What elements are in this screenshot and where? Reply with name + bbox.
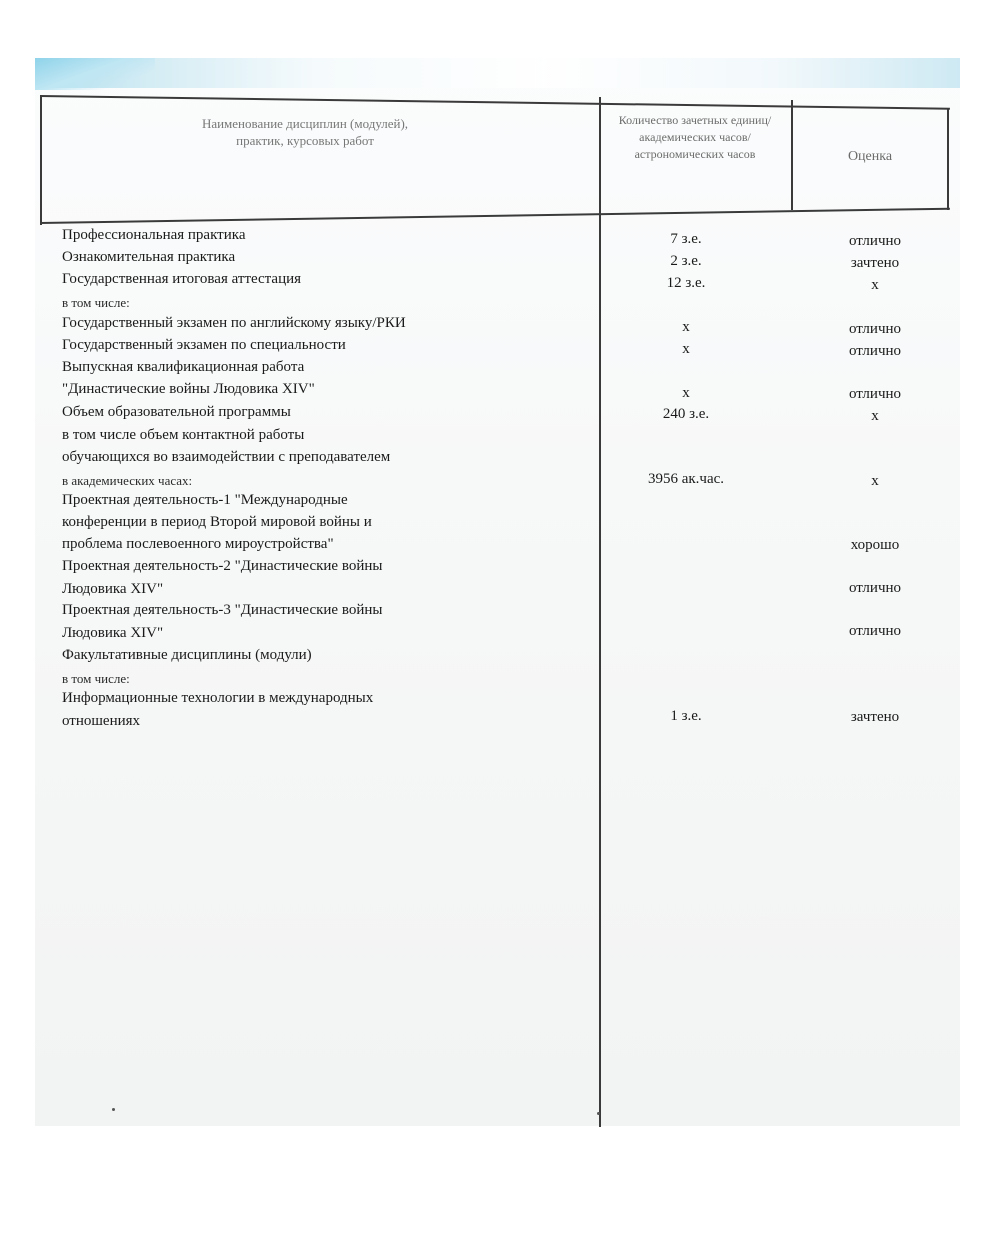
row-grade: отлично bbox=[848, 580, 902, 596]
header-grade-column: Оценка bbox=[847, 149, 893, 164]
row-label: Проектная деятельность-3 "Династические войны bbox=[62, 602, 383, 618]
row-quantity: 2 з.е. bbox=[670, 253, 702, 269]
table-right-border bbox=[947, 108, 949, 210]
row-quantity: 1 з.е. bbox=[670, 708, 702, 724]
row-label: в том числе объем контактной работы bbox=[62, 427, 305, 443]
row-label: Профессиональная практика bbox=[62, 227, 246, 243]
row-grade: отлично bbox=[848, 386, 902, 402]
row-grade: х bbox=[871, 408, 879, 424]
row-label: Людовика XIV" bbox=[62, 581, 164, 597]
row-label: Государственный экзамен по английскому языку/РКИ bbox=[62, 315, 406, 331]
row-label: Выпускная квалификационная работа bbox=[62, 359, 305, 375]
row-label: отношениях bbox=[62, 713, 141, 729]
row-quantity: х bbox=[682, 319, 690, 335]
row-grade: отлично bbox=[848, 623, 902, 639]
row-quantity: 240 з.е. bbox=[662, 406, 710, 422]
blue-folder-edge bbox=[35, 58, 960, 88]
row-grade: отлично bbox=[848, 233, 902, 249]
row-label: Факультативные дисциплины (модули) bbox=[62, 647, 312, 663]
row-label: "Династические войны Людовика XIV" bbox=[62, 381, 315, 397]
scan-speck bbox=[112, 1108, 115, 1111]
row-label: в академических часах: bbox=[62, 473, 193, 488]
col-divider-1 bbox=[599, 97, 601, 1127]
row-label: обучающихся во взаимодействии с преподавателем bbox=[62, 449, 391, 465]
row-quantity: х bbox=[682, 385, 690, 401]
row-grade: х bbox=[871, 277, 879, 293]
row-label: Государственная итоговая аттестация bbox=[62, 271, 302, 287]
row-label: в том числе: bbox=[62, 295, 130, 310]
row-quantity: 7 з.е. bbox=[670, 231, 702, 247]
table-left-border bbox=[40, 95, 42, 225]
row-label: конференции в период Второй мировой войны и bbox=[62, 514, 372, 530]
row-label: проблема послевоенного мироустройства" bbox=[62, 536, 334, 552]
col-divider-2 bbox=[791, 100, 793, 210]
row-label: Ознакомительная практика bbox=[62, 249, 236, 265]
scan-speck bbox=[597, 1112, 600, 1115]
row-grade: отлично bbox=[848, 321, 902, 337]
row-label: Государственный экзамен по специальности bbox=[62, 337, 346, 353]
row-label: Объем образовательной программы bbox=[62, 404, 291, 420]
row-label: Проектная деятельность-1 "Международные bbox=[62, 492, 348, 508]
row-label: в том числе: bbox=[62, 671, 130, 686]
row-grade: хорошо bbox=[850, 537, 900, 553]
row-label: Информационные технологии в международных bbox=[62, 690, 374, 706]
row-grade: зачтено bbox=[850, 709, 900, 725]
row-quantity: 3956 ак.час. bbox=[647, 471, 725, 487]
header-name-column: Наименование дисциплин (модулей), практик, курсовых работ bbox=[201, 116, 409, 148]
row-grade: отлично bbox=[848, 343, 902, 359]
row-quantity: х bbox=[682, 341, 690, 357]
blue-folder-corner bbox=[35, 58, 155, 90]
row-quantity: 12 з.е. bbox=[666, 275, 706, 291]
row-grade: зачтено bbox=[850, 255, 900, 271]
row-grade: х bbox=[871, 473, 879, 489]
row-label: Людовика XIV" bbox=[62, 625, 164, 641]
row-label: Проектная деятельность-2 "Династические войны bbox=[62, 558, 383, 574]
header-quantity-column: Количество зачетных единиц/академических часов/астрономических часов bbox=[618, 113, 772, 161]
